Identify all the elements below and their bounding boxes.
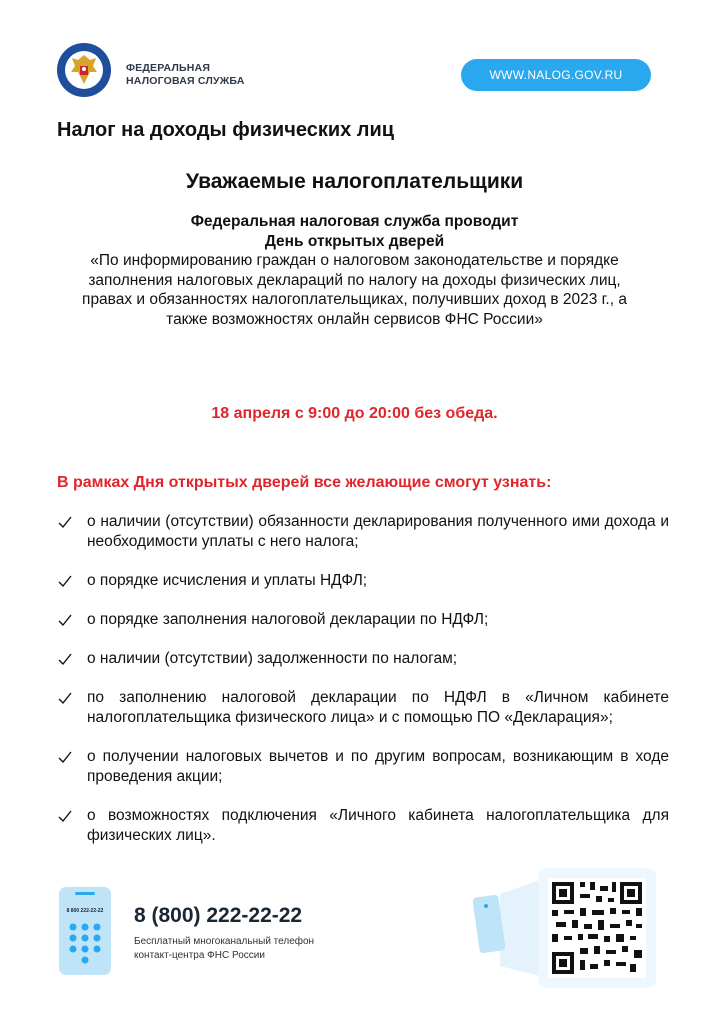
checkmark-icon bbox=[57, 806, 73, 826]
phone-note bbox=[134, 935, 314, 963]
contact-phone[interactable]: 8 (800) 222-22-22 bbox=[134, 904, 303, 927]
checkmark-icon bbox=[57, 747, 73, 767]
list-item bbox=[57, 688, 669, 728]
phone-note-line1: Бесплатный многоканальный телефон bbox=[134, 936, 315, 947]
list-heading: В рамках Дня открытых дверей все желающие смогут узнать: bbox=[57, 474, 552, 491]
site-link[interactable]: WWW.NALOG.GOV.RU bbox=[461, 59, 651, 91]
document-title: Налог на доходы физических лиц bbox=[57, 119, 395, 141]
org-name-line1: ФЕДЕРАЛЬНАЯ bbox=[126, 62, 211, 74]
event-schedule: 18 апреля с 9:00 до 20:00 без обеда. bbox=[211, 405, 498, 422]
phone-note-line2: контакт-центра ФНС России bbox=[134, 950, 265, 961]
phone-icon-number: 8 800 222-22-22 bbox=[66, 908, 104, 914]
intro-block bbox=[70, 212, 639, 329]
header bbox=[56, 42, 656, 112]
list-item bbox=[57, 571, 669, 591]
checkmark-icon bbox=[57, 688, 73, 708]
intro-line2: День открытых дверей bbox=[264, 232, 445, 250]
list-item bbox=[57, 649, 669, 669]
list-item-text: о наличии (отсутствии) обязанности декларирования полученного ими дохода и необходимости уплаты с него налога; bbox=[87, 513, 669, 550]
intro-line1: Федеральная налоговая служба проводит bbox=[190, 213, 519, 230]
list-item-text: о порядке исчисления и уплаты НДФЛ; bbox=[87, 572, 368, 589]
topics-list bbox=[57, 512, 669, 865]
list-item bbox=[57, 747, 669, 787]
list-item-text: о получении налоговых вычетов и по другим вопросам, возникающим в ходе проведения акции; bbox=[87, 748, 669, 785]
checkmark-icon bbox=[57, 649, 73, 669]
fns-emblem-icon bbox=[56, 42, 112, 98]
list-item bbox=[57, 806, 669, 846]
org-name-line2: НАЛОГОВАЯ СЛУЖБА bbox=[126, 75, 245, 87]
list-item bbox=[57, 512, 669, 552]
list-item-text: о возможностях подключения «Личного кабинета налогоплательщика для физических лиц». bbox=[87, 807, 669, 844]
list-item-text: о наличии (отсутствии) задолженности по налогам; bbox=[87, 650, 458, 667]
qr-code-block[interactable] bbox=[470, 868, 660, 988]
list-item-text: о порядке заполнения налоговой декларации по НДФЛ; bbox=[87, 611, 489, 628]
checkmark-icon bbox=[57, 571, 73, 591]
greeting-heading: Уважаемые налогоплательщики bbox=[185, 170, 524, 193]
phone-keypad-icon bbox=[59, 887, 111, 975]
list-item bbox=[57, 610, 669, 630]
org-name bbox=[126, 62, 245, 88]
list-item-text: по заполнению налоговой декларации по НДФЛ в «Личном кабинете налогоплательщика физического лица» и с помощью ПО «Декларация»; bbox=[87, 689, 669, 726]
checkmark-icon bbox=[57, 610, 73, 630]
intro-quote: «По информированию граждан о налоговом законодательстве и порядке заполнения налоговых деклараций по налогу на доходы физических лиц, правах и обязанностях налогоплательщиках, получивших доход в 2023 г., а также возможностях онлайн сервисов ФНС России» bbox=[82, 252, 627, 328]
checkmark-icon bbox=[57, 512, 73, 532]
